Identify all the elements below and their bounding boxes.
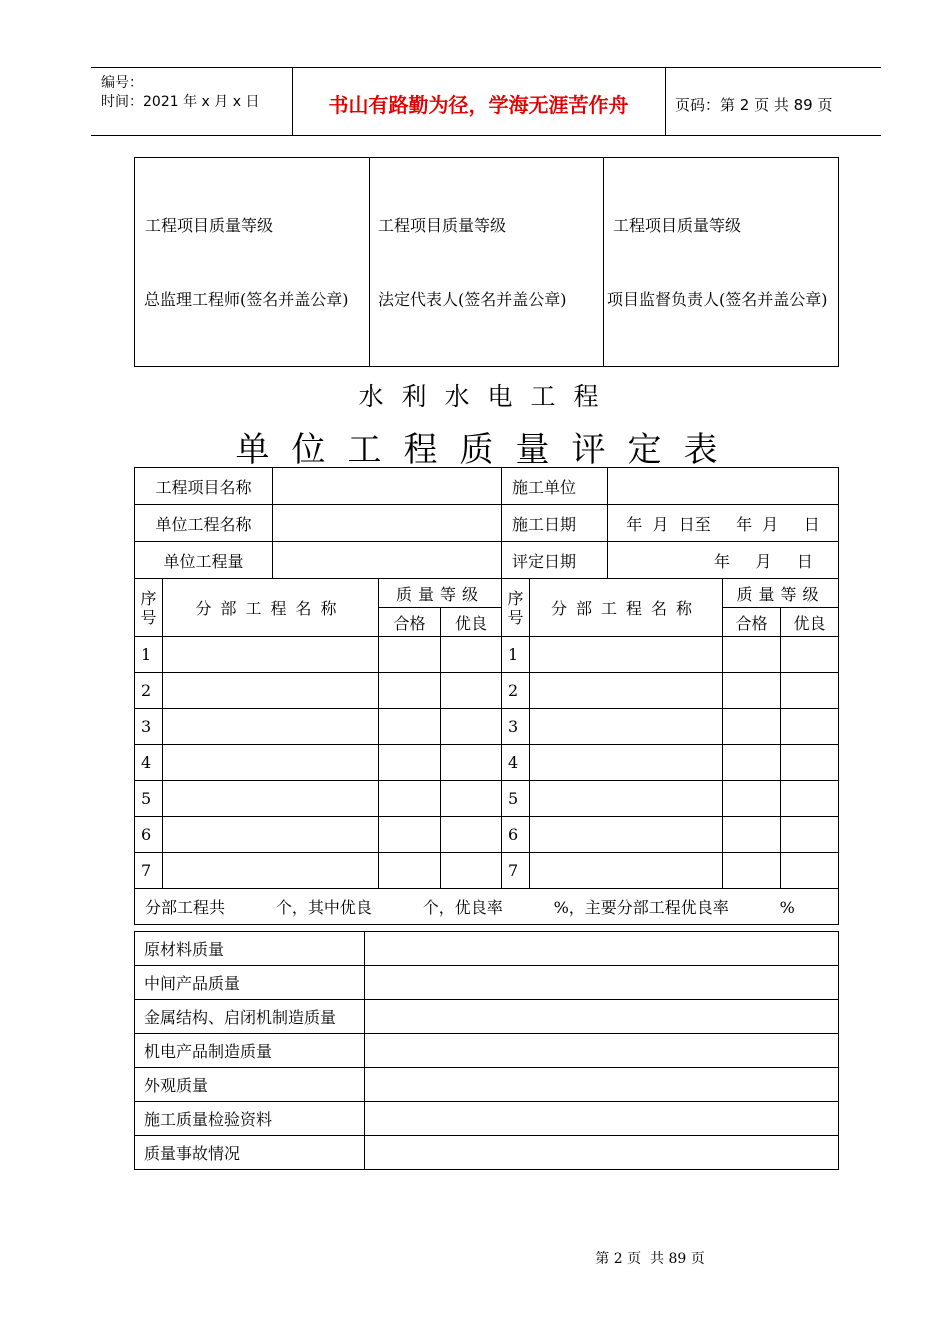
- division-name-cell[interactable]: [163, 709, 379, 745]
- excellent-cell[interactable]: [781, 673, 839, 709]
- quality-item-value[interactable]: [365, 1068, 839, 1102]
- excellent-header-right: 优良: [781, 608, 839, 637]
- table-row: [135, 745, 839, 781]
- division-name-cell[interactable]: [530, 817, 723, 853]
- table-row: [135, 709, 839, 745]
- quality-grade-header-right: 质量等级: [723, 579, 839, 608]
- quality-item-row: [135, 1102, 839, 1136]
- row-number-right: 6: [502, 817, 530, 853]
- quality-item-label: 机电产品制造质量: [135, 1034, 365, 1068]
- quality-item-label: 金属结构、启闭机制造质量: [135, 1000, 365, 1034]
- row-number-left: 1: [135, 637, 163, 673]
- quality-item-row: [135, 1136, 839, 1170]
- quality-item-value[interactable]: [365, 1102, 839, 1136]
- header-time-label: 时间：2021 年 x 月 x 日: [101, 94, 260, 110]
- evaluation-date-label: 评定日期: [502, 542, 608, 579]
- footer-page-number: 2: [613, 1251, 623, 1267]
- quality-item-row: [135, 1068, 839, 1102]
- row-number-right: 1: [502, 637, 530, 673]
- pass-cell[interactable]: [379, 853, 441, 889]
- quality-item-label: 外观质量: [135, 1068, 365, 1102]
- pass-cell[interactable]: [723, 853, 781, 889]
- division-name-cell[interactable]: [163, 745, 379, 781]
- quality-item-value[interactable]: [365, 1034, 839, 1068]
- row-number-left: 7: [135, 853, 163, 889]
- project-name-label: 工程项目名称: [135, 468, 273, 505]
- row-number-right: 7: [502, 853, 530, 889]
- row-number-left: 3: [135, 709, 163, 745]
- signature-cell-supervisor[interactable]: [135, 158, 370, 367]
- row-number-right: 2: [502, 673, 530, 709]
- table-row: [135, 637, 839, 673]
- table-row: [135, 853, 839, 889]
- division-name-cell[interactable]: [163, 781, 379, 817]
- excellent-header-left: 优良: [441, 608, 502, 637]
- quality-item-value[interactable]: [365, 966, 839, 1000]
- footer-middle: 页 共: [627, 1251, 664, 1267]
- evaluation-date-field[interactable]: 年 月 日: [608, 542, 839, 579]
- footer-prefix: 第: [595, 1251, 610, 1267]
- signature-grade-label: 工程项目质量等级: [378, 216, 507, 235]
- division-name-cell[interactable]: [163, 673, 379, 709]
- pass-cell[interactable]: [723, 709, 781, 745]
- quality-item-row: [135, 1000, 839, 1034]
- excellent-cell[interactable]: [441, 745, 502, 781]
- excellent-cell[interactable]: [781, 817, 839, 853]
- division-name-cell[interactable]: [530, 709, 723, 745]
- division-name-cell[interactable]: [163, 637, 379, 673]
- header-code-label: 编号：: [101, 75, 143, 91]
- quality-item-row: [135, 1034, 839, 1068]
- pass-header-right: 合格: [723, 608, 781, 637]
- seq-header-char: 序: [140, 588, 157, 608]
- signature-sign-label: 法定代表人(签名并盖公章): [378, 290, 567, 309]
- row-number-left: 5: [135, 781, 163, 817]
- row-number-left: 2: [135, 673, 163, 709]
- construction-date-label: 施工日期: [502, 505, 608, 542]
- quality-item-label: 原材料质量: [135, 932, 365, 966]
- pass-cell[interactable]: [379, 709, 441, 745]
- excellent-cell[interactable]: [781, 781, 839, 817]
- signature-cell-legal-rep[interactable]: [370, 158, 604, 367]
- row-number-left: 6: [135, 817, 163, 853]
- document-title-line1: 水利水电工程: [358, 382, 617, 411]
- pass-header-left: 合格: [379, 608, 441, 637]
- pass-cell[interactable]: [379, 637, 441, 673]
- pass-cell[interactable]: [379, 781, 441, 817]
- quality-grade-header-left: 质量等级: [379, 579, 502, 608]
- seq-header-char: 号: [507, 607, 524, 627]
- row-number-right: 4: [502, 745, 530, 781]
- division-name-cell[interactable]: [530, 853, 723, 889]
- table-row: [135, 781, 839, 817]
- evaluation-table: [134, 467, 839, 925]
- pass-cell[interactable]: [723, 637, 781, 673]
- excellent-cell[interactable]: [441, 781, 502, 817]
- excellent-cell[interactable]: [781, 637, 839, 673]
- division-name-cell[interactable]: [530, 745, 723, 781]
- excellent-cell[interactable]: [441, 637, 502, 673]
- quality-item-value[interactable]: [365, 1136, 839, 1170]
- construction-unit-field[interactable]: [608, 468, 839, 505]
- excellent-cell[interactable]: [781, 709, 839, 745]
- signature-table: [134, 157, 839, 367]
- division-name-cell[interactable]: [530, 637, 723, 673]
- division-name-header-right: 分部工程名称: [530, 579, 723, 637]
- pass-cell[interactable]: [379, 745, 441, 781]
- division-name-cell[interactable]: [163, 853, 379, 889]
- document-title-line2: 单位工程质量评定表: [235, 430, 740, 470]
- table-row: [135, 817, 839, 853]
- header-top-rule: [91, 67, 881, 68]
- division-name-cell[interactable]: [530, 781, 723, 817]
- pass-cell[interactable]: [723, 745, 781, 781]
- footer-total-pages: 89: [668, 1251, 687, 1267]
- excellent-cell[interactable]: [441, 673, 502, 709]
- signature-cell-supervision-lead[interactable]: [604, 158, 839, 367]
- quality-item-value[interactable]: [365, 1000, 839, 1034]
- unit-quantity-label: 单位工程量: [135, 542, 273, 579]
- excellent-cell[interactable]: [441, 817, 502, 853]
- excellent-cell[interactable]: [781, 745, 839, 781]
- construction-date-field[interactable]: 年 月 日至 年 月 日: [608, 505, 839, 542]
- seq-header-left: [135, 579, 163, 637]
- quality-item-row: [135, 932, 839, 966]
- row-number-right: 5: [502, 781, 530, 817]
- quality-item-value[interactable]: [365, 932, 839, 966]
- quality-item-row: [135, 966, 839, 1000]
- signature-sign-label: 总监理工程师(签名并盖公章): [144, 290, 349, 309]
- division-name-cell[interactable]: [530, 673, 723, 709]
- construction-unit-label: 施工单位: [502, 468, 608, 505]
- division-name-header-left: 分部工程名称: [163, 579, 379, 637]
- header-page-label: 页码：第 2 页 共 89 页: [675, 96, 833, 114]
- summary-line[interactable]: 分部工程共 个，其中优良 个，优良率 %，主要分部工程优良率 %: [135, 889, 839, 925]
- signature-grade-label: 工程项目质量等级: [145, 216, 274, 235]
- header-motto: 书山有路勤为径，学海无涯苦作舟: [328, 93, 629, 117]
- pass-cell[interactable]: [723, 817, 781, 853]
- signature-grade-label: 工程项目质量等级: [613, 216, 742, 235]
- row-number-right: 3: [502, 709, 530, 745]
- pass-cell[interactable]: [379, 817, 441, 853]
- unit-project-name-field[interactable]: [273, 505, 502, 542]
- seq-header-char: 号: [140, 607, 157, 627]
- division-name-cell[interactable]: [163, 817, 379, 853]
- excellent-cell[interactable]: [441, 853, 502, 889]
- unit-project-name-label: 单位工程名称: [135, 505, 273, 542]
- excellent-cell[interactable]: [781, 853, 839, 889]
- project-name-field[interactable]: [273, 468, 502, 505]
- excellent-cell[interactable]: [441, 709, 502, 745]
- row-number-left: 4: [135, 745, 163, 781]
- quality-item-label: 中间产品质量: [135, 966, 365, 1000]
- page-footer: [0, 1248, 950, 1268]
- pass-cell[interactable]: [723, 781, 781, 817]
- header-bottom-rule: [91, 135, 881, 136]
- seq-header-char: 序: [507, 588, 524, 608]
- footer-suffix: 页: [690, 1251, 705, 1267]
- pass-cell[interactable]: [723, 673, 781, 709]
- unit-quantity-field[interactable]: [273, 542, 502, 579]
- pass-cell[interactable]: [379, 673, 441, 709]
- quality-item-label: 施工质量检验资料: [135, 1102, 365, 1136]
- seq-header-right: [502, 579, 530, 637]
- header-divider-right: [665, 67, 666, 136]
- quality-item-label: 质量事故情况: [135, 1136, 365, 1170]
- quality-items-table: [134, 931, 839, 1170]
- table-row: [135, 673, 839, 709]
- signature-sign-label: 项目监督负责人(签名并盖公章): [607, 290, 828, 309]
